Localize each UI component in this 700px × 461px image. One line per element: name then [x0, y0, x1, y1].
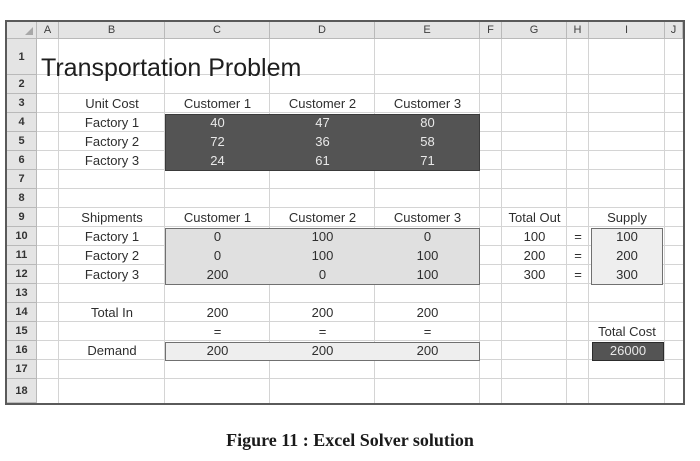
column-header-h[interactable]: H [567, 22, 589, 39]
shipment-cell-f1-c3[interactable]: 0 [423, 229, 432, 244]
total-out-label[interactable]: Total Out [508, 210, 561, 225]
unit-cost-cell-f3-c3[interactable]: 71 [420, 153, 435, 168]
unit-cost-header-customer-1[interactable]: Customer 1 [183, 96, 252, 111]
shipment-cell-f3-c3[interactable]: 100 [416, 267, 439, 282]
unit-cost-cell-f3-c2[interactable]: 61 [315, 153, 330, 168]
row-header-18[interactable]: 18 [7, 379, 37, 403]
total-in-customer-3[interactable]: 200 [416, 305, 439, 320]
column-header-d[interactable]: D [270, 22, 375, 39]
column-header-i[interactable]: I [589, 22, 665, 39]
total-in-customer-2[interactable]: 200 [311, 305, 334, 320]
unit-cost-cell-f3-c1[interactable]: 24 [210, 153, 225, 168]
row-header-6[interactable]: 6 [7, 151, 37, 170]
shipments-label[interactable]: Shipments [81, 210, 143, 225]
unit-cost-row-label-factory-3[interactable]: Factory 3 [84, 153, 140, 168]
column-header-c[interactable]: C [165, 22, 270, 39]
total-out-factory-3[interactable]: 300 [523, 267, 546, 282]
unit-cost-row-label-factory-1[interactable]: Factory 1 [84, 115, 140, 130]
supply-factory-1[interactable]: 100 [616, 229, 638, 244]
shipments-row-label-factory-1[interactable]: Factory 1 [84, 229, 140, 244]
total-in-customer-1[interactable]: 200 [206, 305, 229, 320]
row-header-10[interactable]: 10 [7, 227, 37, 246]
column-header-b[interactable]: B [59, 22, 165, 39]
row-header-5[interactable]: 5 [7, 132, 37, 151]
shipments-row-label-factory-2[interactable]: Factory 2 [84, 248, 140, 263]
shipment-cell-f3-c2[interactable]: 0 [318, 267, 327, 282]
demand-customer-3[interactable]: 200 [416, 343, 439, 358]
shipments-header-customer-1[interactable]: Customer 1 [183, 210, 252, 225]
equals-sign[interactable]: = [574, 267, 582, 282]
spreadsheet-grid [5, 20, 685, 405]
row-header-9[interactable]: 9 [7, 208, 37, 227]
equals-sign[interactable]: = [574, 229, 582, 244]
row-header-14[interactable]: 14 [7, 303, 37, 322]
gridline [37, 378, 683, 379]
total-out-factory-2[interactable]: 200 [523, 248, 546, 263]
column-header-f[interactable]: F [480, 22, 502, 39]
equals-sign[interactable]: = [574, 248, 582, 263]
column-header-e[interactable]: E [375, 22, 480, 39]
supply-label[interactable]: Supply [607, 210, 647, 225]
unit-cost-cell-f2-c3[interactable]: 58 [420, 134, 435, 149]
unit-cost-row-label-factory-2[interactable]: Factory 2 [84, 134, 140, 149]
demand-customer-1[interactable]: 200 [206, 343, 229, 358]
row-header-16[interactable]: 16 [7, 341, 37, 360]
column-header-a[interactable]: A [37, 22, 59, 39]
shipment-cell-f3-c1[interactable]: 200 [206, 267, 229, 282]
unit-cost-cell-f2-c1[interactable]: 72 [210, 134, 225, 149]
select-all-corner[interactable] [7, 22, 37, 39]
column-header-j[interactable]: J [665, 22, 683, 39]
unit-cost-header-customer-2[interactable]: Customer 2 [288, 96, 357, 111]
equals-sign[interactable]: = [213, 324, 222, 339]
total-cost-label[interactable]: Total Cost [598, 324, 656, 339]
supply-factory-3[interactable]: 300 [616, 267, 638, 282]
row-header-7[interactable]: 7 [7, 170, 37, 189]
demand-label[interactable]: Demand [87, 343, 137, 358]
row-header-17[interactable]: 17 [7, 360, 37, 379]
shipment-cell-f2-c2[interactable]: 100 [311, 248, 334, 263]
unit-cost-header-customer-3[interactable]: Customer 3 [393, 96, 462, 111]
shipments-header-customer-3[interactable]: Customer 3 [393, 210, 462, 225]
shipment-cell-f1-c1[interactable]: 0 [213, 229, 222, 244]
row-header-13[interactable]: 13 [7, 284, 37, 303]
shipments-row-label-factory-3[interactable]: Factory 3 [84, 267, 140, 282]
equals-sign[interactable]: = [318, 324, 327, 339]
shipment-cell-f2-c1[interactable]: 0 [213, 248, 222, 263]
row-header-12[interactable]: 12 [7, 265, 37, 284]
total-cost-value[interactable]: 26000 [609, 343, 647, 358]
unit-cost-cell-f1-c3[interactable]: 80 [420, 115, 435, 130]
row-header-2[interactable]: 2 [7, 75, 37, 94]
unit-cost-cell-f2-c2[interactable]: 36 [315, 134, 330, 149]
shipments-header-customer-2[interactable]: Customer 2 [288, 210, 357, 225]
shipment-cell-f1-c2[interactable]: 100 [311, 229, 334, 244]
gridline [37, 188, 683, 189]
row-header-8[interactable]: 8 [7, 189, 37, 208]
unit-cost-cell-f1-c2[interactable]: 47 [315, 115, 330, 130]
select-all-icon [25, 27, 33, 35]
figure-caption: Figure 11 : Excel Solver solution [226, 430, 474, 450]
row-header-15[interactable]: 15 [7, 322, 37, 341]
row-header-3[interactable]: 3 [7, 94, 37, 113]
total-in-label[interactable]: Total In [91, 305, 133, 320]
row-header-1[interactable]: 1 [7, 39, 37, 75]
page-title[interactable]: Transportation Problem [41, 54, 302, 82]
unit-cost-cell-f1-c1[interactable]: 40 [210, 115, 225, 130]
supply-factory-2[interactable]: 200 [616, 248, 638, 263]
equals-sign[interactable]: = [423, 324, 432, 339]
unit-cost-label[interactable]: Unit Cost [85, 96, 139, 111]
row-header-11[interactable]: 11 [7, 246, 37, 265]
column-header-g[interactable]: G [502, 22, 567, 39]
demand-customer-2[interactable]: 200 [311, 343, 334, 358]
shipment-cell-f2-c3[interactable]: 100 [416, 248, 439, 263]
total-out-factory-1[interactable]: 100 [523, 229, 546, 244]
row-header-4[interactable]: 4 [7, 113, 37, 132]
